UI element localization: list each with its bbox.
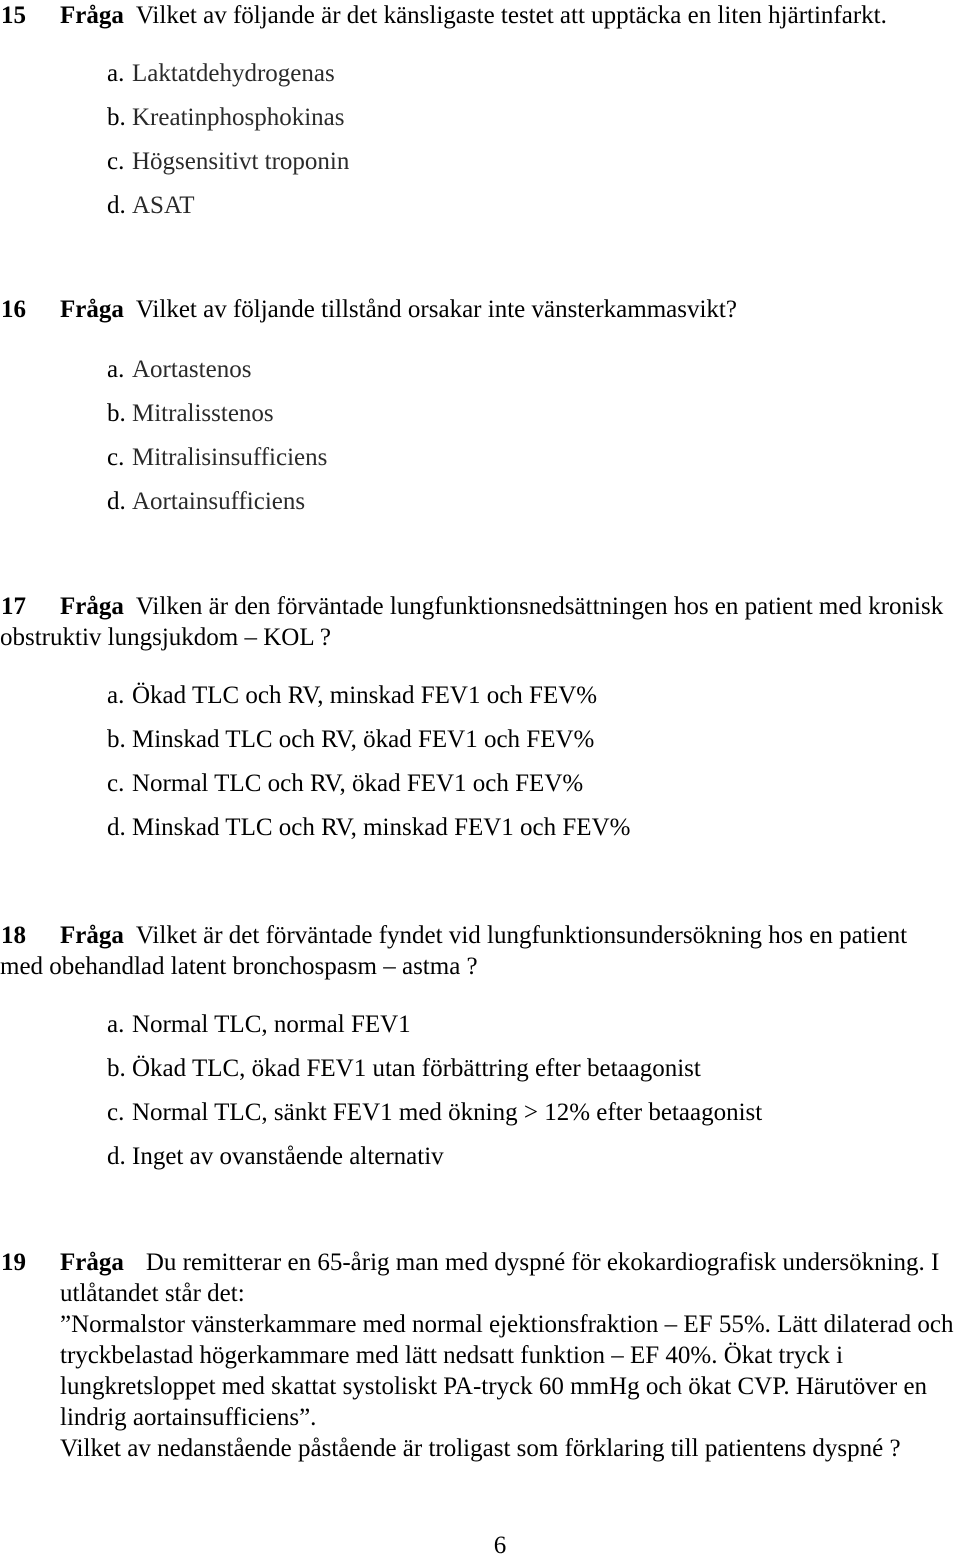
option-letter: b. [107,1055,126,1082]
option-list [107,58,960,234]
option-b [107,398,960,442]
question-body [0,1247,956,1464]
option-text: Kreatinphosphokinas [132,104,345,131]
option-text: Inget av ovanstående alternativ [132,1143,444,1170]
question-number: 18 [1,922,26,949]
question-header [0,1247,960,1464]
question-label: Fråga [60,296,124,323]
question-header [0,0,960,31]
question-text: Vilket av följande tillstånd orsakar inte vänsterkammasvikt? [135,296,737,323]
question-text: Du remitterar en 65-årig man med dyspné för ekokardiografisk undersökning. I utlåtandet står det: [60,1249,940,1307]
question-number: 17 [1,593,26,620]
question-18 [0,920,960,1185]
question-followup: Vilket av nedanstående påstående är troligast som förklaring till patientens dyspné ? [60,1435,901,1462]
option-d [107,486,960,530]
option-letter: d. [107,814,126,841]
question-number: 19 [1,1249,26,1276]
option-letter: b. [107,104,126,131]
question-text: Vilket av följande är det känsligaste testet att upptäcka en liten hjärtinfarkt. [135,2,887,29]
option-text: Aortainsufficiens [132,488,306,515]
option-a [107,354,960,398]
option-text: Minskad TLC och RV, ökad FEV1 och FEV% [132,726,595,753]
option-text: Normal TLC och RV, ökad FEV1 och FEV% [132,770,584,797]
option-a [107,680,960,724]
option-letter: c. [107,770,125,797]
option-text: Högsensitivt troponin [132,148,350,175]
question-15 [0,0,960,234]
page-number: 6 [493,1532,507,1559]
option-letter: a. [107,682,125,709]
report-quote: ”Normalstor vänsterkammare med normal ejektionsfraktion – EF 55%. Lätt dilaterad och tryckbelastad högerkammare med lätt nedsatt funktion – EF 40%. Ökat tryck i lungkretsloppet med skattat systoliskt PA-tryck 60 mmHg och ökat CVP. Härutöver en lindrig aortainsufficiens”. [60,1311,954,1431]
option-list [107,354,960,530]
question-17 [0,591,960,856]
option-letter: d. [107,192,126,219]
option-letter: b. [107,400,126,427]
option-c [107,1097,960,1141]
question-label: Fråga [60,2,124,29]
option-letter: c. [107,1099,125,1126]
option-c [107,146,960,190]
option-a [107,1009,960,1053]
option-text: Normal TLC, normal FEV1 [132,1011,411,1038]
option-b [107,724,960,768]
option-letter: c. [107,148,125,175]
question-header [0,591,960,653]
option-d [107,812,960,856]
option-letter: a. [107,356,125,383]
option-b [107,1053,960,1097]
option-c [107,442,960,486]
option-text: Mitralisinsufficiens [132,444,328,471]
question-number: 15 [1,2,26,29]
option-text: Ökad TLC och RV, minskad FEV1 och FEV% [132,682,598,709]
question-text: Vilket är det förväntade fyndet vid lungfunktionsundersökning hos en patient med obehandlad latent bronchospasm – astma ? [0,922,908,980]
question-header [0,920,960,982]
option-letter: c. [107,444,125,471]
option-letter: b. [107,726,126,753]
option-text: Aortastenos [132,356,252,383]
option-d [107,1141,960,1185]
option-list [107,680,960,856]
option-text: Ökad TLC, ökad FEV1 utan förbättring efter betaagonist [132,1055,701,1082]
question-19 [0,1247,960,1464]
option-letter: a. [107,60,125,87]
option-letter: a. [107,1011,125,1038]
option-letter: d. [107,1143,126,1170]
question-16 [0,294,960,530]
question-header [0,294,960,325]
question-label: Fråga [60,1249,124,1276]
question-label: Fråga [60,593,124,620]
option-letter: d. [107,488,126,515]
question-number: 16 [1,296,26,323]
option-a [107,58,960,102]
option-d [107,190,960,234]
option-text: Minskad TLC och RV, minskad FEV1 och FEV% [132,814,631,841]
option-b [107,102,960,146]
option-text: Laktatdehydrogenas [132,60,335,87]
option-text: ASAT [132,192,195,219]
option-text: Normal TLC, sänkt FEV1 med ökning > 12% efter betaagonist [132,1099,763,1126]
question-label: Fråga [60,922,124,949]
option-list [107,1009,960,1185]
option-text: Mitralisstenos [132,400,274,427]
option-c [107,768,960,812]
question-text: Vilken är den förväntade lungfunktionsnedsättningen hos en patient med kronisk obstruktiv lungsjukdom – KOL ? [0,593,944,651]
